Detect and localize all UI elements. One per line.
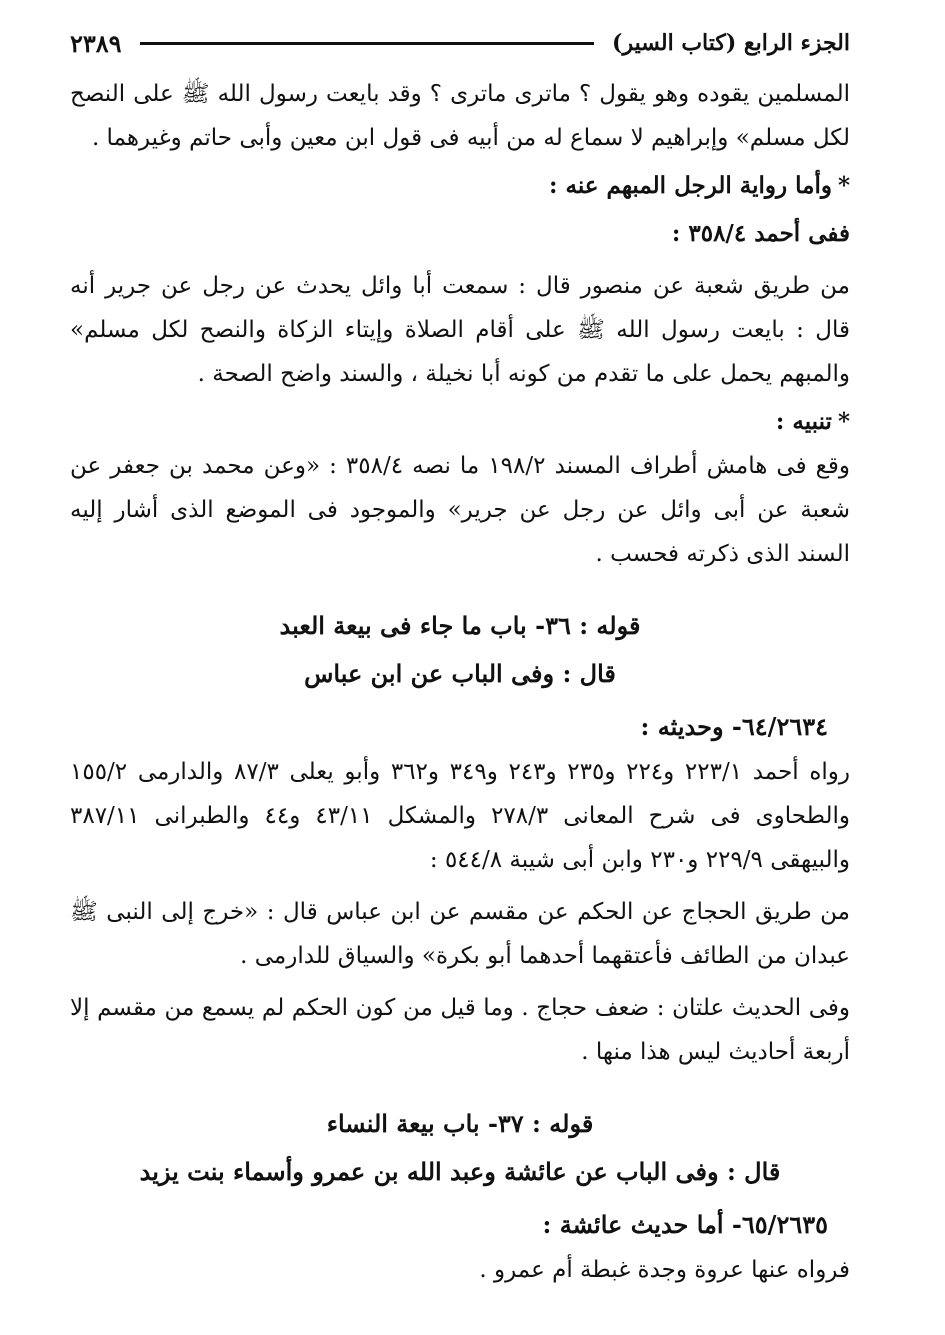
page-number: ٢٣٨٩ — [70, 28, 122, 58]
star-marker: * — [837, 408, 850, 435]
star-marker: * — [837, 172, 850, 199]
paragraph-4: رواه أحمد ٢٢٣/١ و٢٢٤ و٢٣٥ و٢٤٣ و٣٤٩ و٣٦٢ وأبو يعلى ٨٧/٣ والدارمى ١٥٥/٢ والطحاوى فى شرح المعانى ٢٧٨/٣ والمشكل ٤٣/١١ و٤٤ والطبرانى ٣٨٧/١١ والبيهقى ٢٢٩/٩ و٢٣٠ وابن أبى شيبة ٥٤٤/٨ : — [70, 759, 850, 873]
paragraph-7: فرواه عنها عروة وجدة غبطة أم عمرو . — [479, 1257, 850, 1283]
heading-mubham — [70, 164, 850, 208]
page-header — [70, 28, 850, 58]
chapter-36-title: قوله : ٣٦- باب ما جاء فى بيعة العبد — [279, 611, 641, 640]
heading-tanbih-text: تنبيه : — [775, 408, 832, 435]
chapter-37-subtitle: قال : وفى الباب عن عائشة وعبد الله بن عمرو وأسماء بنت يزيد — [139, 1157, 781, 1186]
heading-tanbih — [70, 400, 850, 444]
header-rule — [140, 42, 594, 45]
chapter-37-title: قوله : ٣٧- باب بيعة النساء — [326, 1109, 594, 1138]
paragraph-5: من طريق الحجاج عن الحكم عن مقسم عن ابن عباس قال : «خرج إلى النبى ﷺ عبدان من الطائف فأعتقهما أحدهما أبو بكرة» والسياق للدارمى . — [70, 899, 850, 969]
paragraph-3: وقع فى هامش أطراف المسند ١٩٨/٢ ما نصه ٣٥٨/٤ : «وعن محمد بن جعفر عن شعبة عن أبى وائل عن رجل عن جرير» والموجود فى الموضع الذى أشار إليه السند الذى ذكرته فحسب . — [70, 453, 850, 567]
hadith-65-heading: ٦٥/٢٦٣٥- أما حديث عائشة : — [542, 1210, 828, 1239]
heading-mubham-text: وأما رواية الرجل المبهم عنه : — [549, 172, 832, 199]
paragraph-1: المسلمين يقوده وهو يقول ؟ ماترى ماترى ؟ وقد بايعت رسول الله ﷺ على النصح لكل مسلم» وإبراهيم لا سماع له من أبيه فى قول ابن معين وأبى حاتم وغيرهما . — [70, 81, 850, 151]
paragraph-6: وفى الحديث علتان : ضعف حجاج . وما قيل من كون الحكم لم يسمع من مقسم إلا أربعة أحاديث ليس هذا منها . — [70, 995, 850, 1065]
running-title: الجزء الرابع (كتاب السير) — [612, 30, 850, 56]
hadith-64-heading: ٦٤/٢٦٣٤- وحديثه : — [640, 712, 828, 741]
paragraph-2: من طريق شعبة عن منصور قال : سمعت أبا وائل يحدث عن رجل عن جرير أنه قال : بايعت رسول الله ﷺ على أقام الصلاة وإيتاء الزكاة والنصح لكل مسلم» والمبهم يحمل على ما تقدم من كونه أبا نخيلة ، والسند واضح الصحة . — [70, 273, 850, 387]
ahmad-reference: ففى أحمد ٣٥٨/٤ : — [671, 220, 850, 247]
chapter-36-subtitle: قال : وفى الباب عن ابن عباس — [304, 659, 616, 688]
document-page — [70, 28, 850, 1292]
